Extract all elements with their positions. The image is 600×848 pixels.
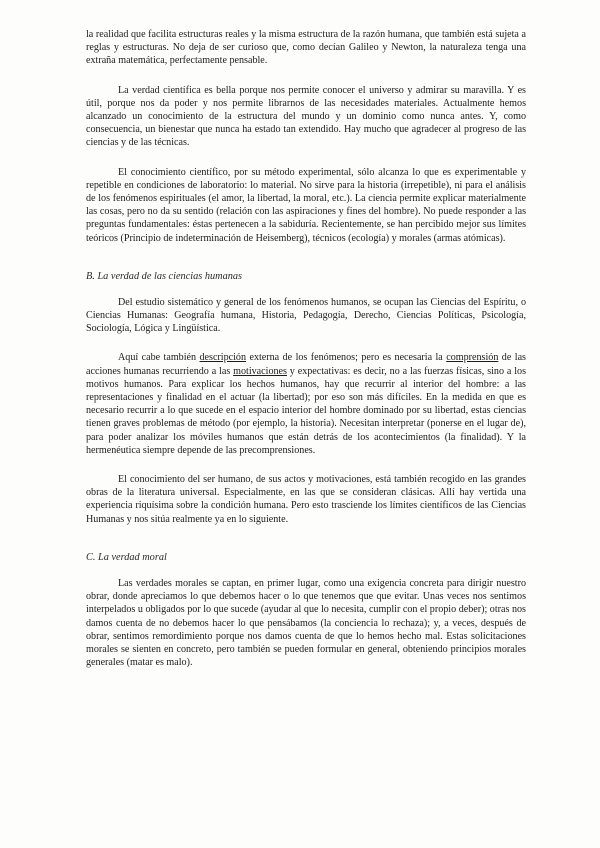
document-page — [86, 28, 526, 669]
paragraph-moral-truths: Las verdades morales se captan, en primer lugar, como una exigencia concreta para dirigir nuestro obrar, donde apreciamos lo que debemos hacer o lo que tenemos que que evitar. Unas veces nos sentimos interpelados u obligados por lo que sucede (ayudar al que lo necesita, cumplir con el propio deber); otras nos damos cuenta de no debemos hacer lo que pensábamos (la conciencia lo rechaza); y, a veces, después de obrar, sentimos remordimiento porque nos damos cuenta de que lo hemos hecho mal. Estas solicitaciones morales se sienten en concreto, pero también se pueden formular en general, obteniendo principios morales generales (matar es malo). — [86, 577, 526, 669]
paragraph-continuation: la realidad que facilita estructuras reales y la misma estructura de la razón humana, que también está sujeta a reglas y estructuras. No deja de ser curioso que, como decían Galileo y Newton, la naturaleza tenga una extraña matemática, perfectamente pensable. — [86, 29, 526, 67]
paragraph-scientific-limits: El conocimiento científico, por su método experimental, sólo alcanza lo que es experimentable y repetible en condiciones de laboratorio: lo material. No sirve para la historia (irrepetible), ni para el análisis de los fenómenos espirituales (el amor, la libertad, la moral, etc.). La ciencia permite explicar materialmente las cosas, pero no da su sentido (relación con las aspiraciones y fines del hombre). No puede responder a las preguntas fundamentales: éstas pertenecen a la sabiduría. Recientemente, se han percibido mejor sus límites teóricos (Principio de indeterminación de Heisemberg), técnicos (ecología) y morales (armas atómicas). — [86, 166, 526, 244]
underlined-term-descripcion: descripción — [199, 352, 247, 364]
paragraph-human-sciences-method: Aquí cabe también descripción externa de los fenómenos; pero es necesaria la comprensión de las acciones humanas recurriendo a las motivaciones y expectativas: es decir, no a las fuerzas físicas, sino a los motivos humanos. Para explicar los hechos humanos, hay que recurrir al interior del hombre: a las representaciones y finalidad en el actuar (la libertad); por eso son más difíciles. En la medida en que es necesario recurrir a lo que sucede en el espacio interior del hombre dominado por su libertad, estas ciencias tienen graves problemas de método (por ejemplo, la historia). Necesitan interpretar (ponerse en el lugar de), para poder analizar los móviles humanos que están detrás de los acontecimientos (la finalidad). Y la hermenéutica siempre depende de las precomprensiones. — [86, 352, 526, 456]
paragraph-scientific-truth-beauty: La verdad científica es bella porque nos permite conocer el universo y admirar su maravilla. Y es útil, porque nos da poder y nos permite librarnos de las necesidades materiales. Actualmente hemos alcanzado un conocimiento de la estructura del mundo y un dominio como nunca antes. Y, como consecuencia, un bienestar que nunca ha estado tan extendido. Hay mucho que agradecer al progreso de las ciencias y de las técnicas. — [86, 84, 526, 149]
paragraph-human-sciences-definition: Del estudio sistemático y general de los fenómenos humanos, se ocupan las Ciencias del Espíritu, o Ciencias Humanas: Geografía humana, Historia, Pedagogía, Derecho, Ciencias Políticas, Psicología, Sociología, Lógica y Lingüística. — [86, 296, 526, 335]
paragraph-literature: El conocimiento del ser humano, de sus actos y motivaciones, está también recogido en las grandes obras de la literatura universal. Especialmente, en las que se consideran clásicas. Allí hay vertida una experiencia riquísima sobre la condición humana. Pero esto trasciende los límites científicos de las Ciencias Humanas y nos sitúa realmente ya en lo siguiente. — [86, 474, 526, 525]
section-heading-moral-truth: C. La verdad moral — [86, 551, 167, 563]
underlined-term-motivaciones: motivaciones — [233, 365, 287, 377]
underlined-term-comprension: comprensión — [446, 352, 499, 364]
section-heading-human-sciences: B. La verdad de las ciencias humanas — [86, 270, 243, 282]
